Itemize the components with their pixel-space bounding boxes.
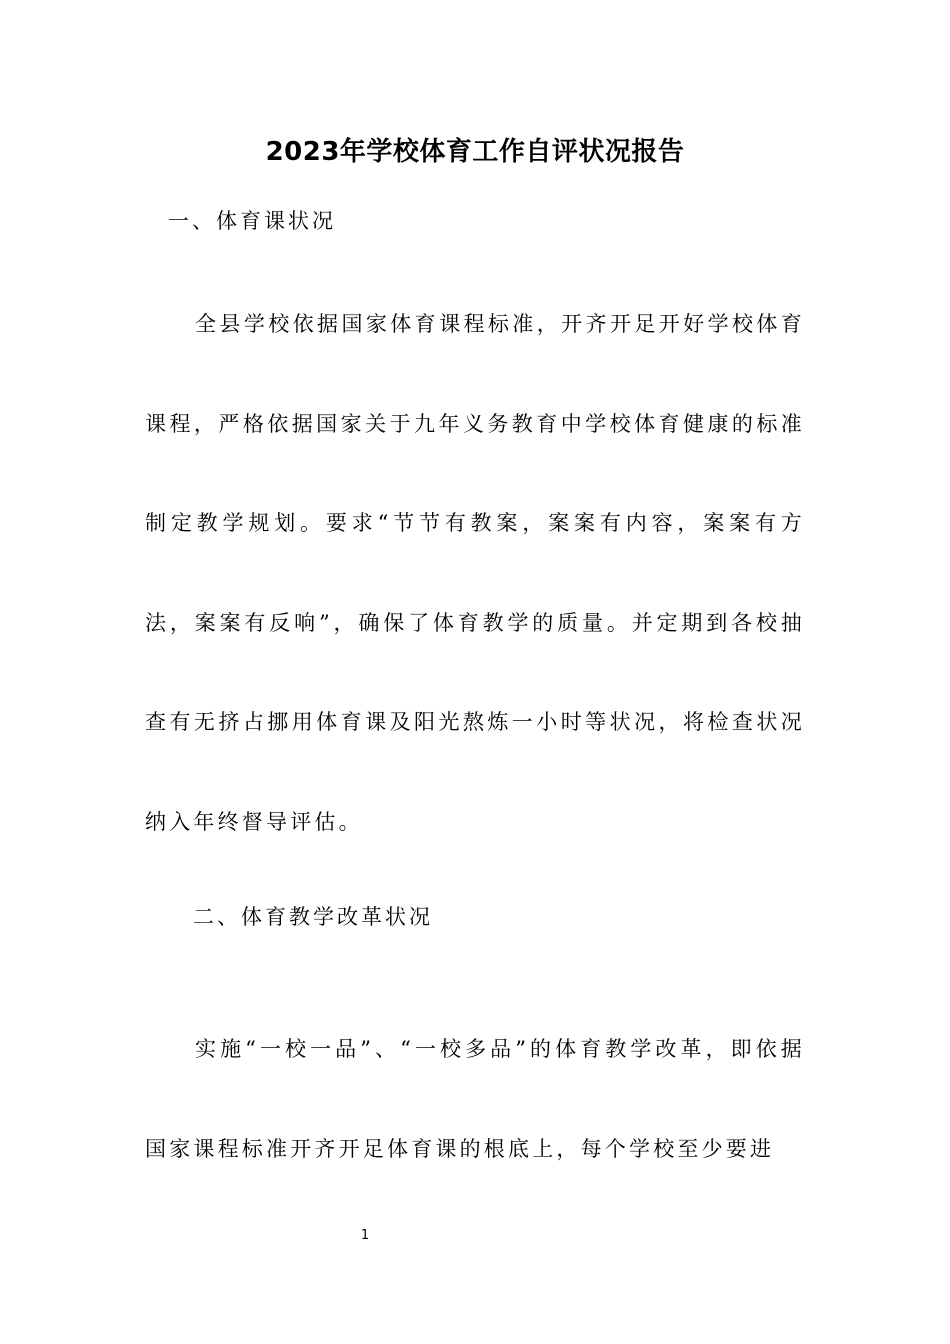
page-number: 1 <box>360 1228 370 1243</box>
document-title: 2023年学校体育工作自评状况报告 <box>265 137 685 167</box>
section-heading-teaching-reform: 二、体育教学改革状况 <box>193 905 433 929</box>
section-paragraph-physical-education-classes: 全县学校依据国家体育课程标准，开齐开足开好学校体育课程，严格依据国家关于九年义务教育中学校体育健康的标准制定教学规划。要求“节节有教案，案案有内容，案案有方法，案案有反响”，确保了体育教学的质量。并定期到各校抽查有无挤占挪用体育课及阳光熬炼一小时等状况，将检查状况纳入年终督导评估。 <box>145 312 805 834</box>
section-paragraph-teaching-reform: 实施“一校一品”、“一校多品”的体育教学改革，即依据国家课程标准开齐开足体育课的根底上，每个学校至少要进 <box>145 1037 805 1161</box>
section-heading-physical-education-classes: 一、体育课状况 <box>168 209 336 233</box>
